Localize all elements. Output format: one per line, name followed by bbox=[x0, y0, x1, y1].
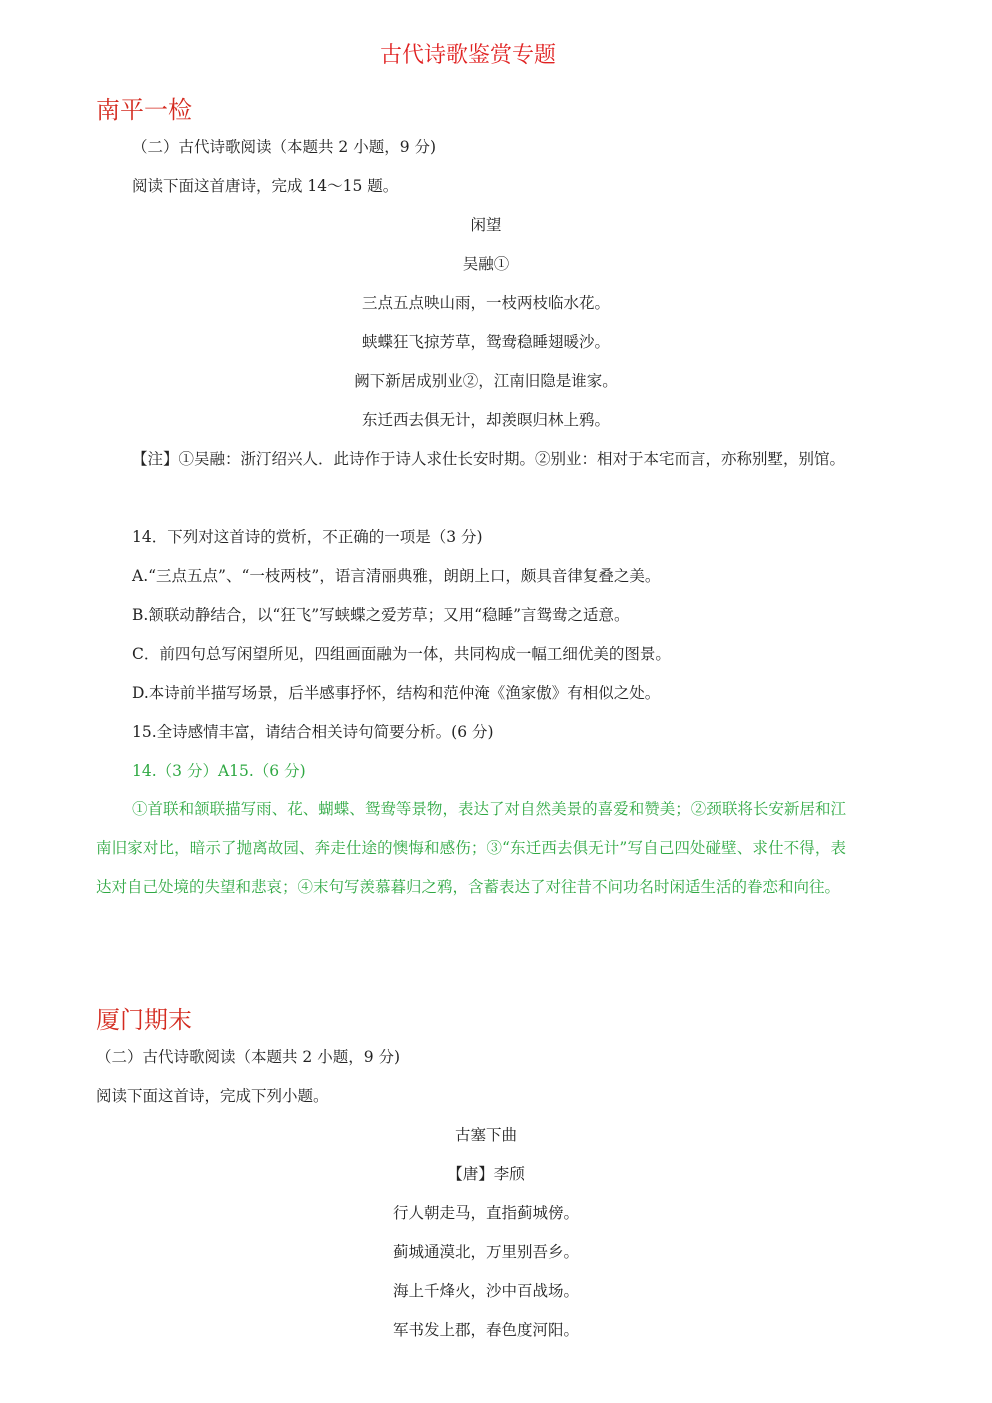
poem-line: 海上千烽火，沙中百战场。 bbox=[392, 1282, 579, 1300]
answer-explanation: ①首联和颔联描写雨、花、蝴蝶、鸳鸯等景物，表达了对自然美景的喜爱和赞美；②颈联将长安新居和江南旧家对比，暗示了抛离故园、奔走仕途的懊悔和感伤；③“东迁西去俱无计”写自己四处碰壁、求仕不得，表达对自己处境的失望和悲哀；④末句写羡慕暮归之鸦，含蓄表达了对往昔不问功名时闲适生活的眷恋和向往。 bbox=[96, 800, 846, 896]
poem-line: 阙下新居成别业②，江南旧隐是谁家。 bbox=[354, 372, 618, 390]
question-15: 15.全诗感情丰富，请结合相关诗句简要分析。(6 分) bbox=[132, 723, 494, 741]
document-title: 古代诗歌鉴赏专题 bbox=[379, 43, 556, 68]
poem-author: 【唐】李颀 bbox=[447, 1165, 525, 1183]
instruction-text: 阅读下面这首诗，完成下列小题。 bbox=[96, 1087, 329, 1105]
poem-note: 【注】①吴融：浙汀绍兴人．此诗作于诗人求仕长安时期。②别业：相对于本宅而言，亦称别墅，别馆。 bbox=[132, 450, 846, 468]
option-c: C．前四句总写闲望所见，四组画面融为一体，共同构成一幅工细优美的图景。 bbox=[132, 645, 671, 663]
poem-title: 古塞下曲 bbox=[454, 1126, 517, 1144]
answer-heading: 14.（3 分）A15.（6 分) bbox=[132, 762, 306, 780]
part-label: （二）古代诗歌阅读（本题共 2 小题，9 分) bbox=[132, 138, 437, 156]
section-heading-xiamen: 厦门期末 bbox=[96, 1006, 192, 1034]
section-heading-nanping: 南平一检 bbox=[96, 96, 192, 124]
option-d: D.本诗前半描写场景，后半感事抒怀，结构和范仲淹《渔家傲》有相似之处。 bbox=[132, 684, 661, 702]
poem-title: 闲望 bbox=[470, 216, 502, 234]
option-a: A.“三点五点”、“一枝两枝”，语言清丽典雅，朗朗上口，颇具音律复叠之美。 bbox=[132, 567, 661, 585]
part-label: （二）古代诗歌阅读（本题共 2 小题，9 分) bbox=[96, 1048, 401, 1066]
poem-line: 三点五点映山雨，一枝两枝临水花。 bbox=[361, 294, 610, 312]
poem-line: 东迁西去俱无计，却羡暝归林上鸦。 bbox=[361, 411, 610, 429]
poem-line: 蛱蝶狂飞掠芳草，鸳鸯稳睡翅暖沙。 bbox=[361, 333, 610, 351]
option-b: B.颔联动静结合，以“狂飞”写蛱蝶之爱芳草；又用“稳睡”言鸳鸯之适意。 bbox=[132, 606, 630, 624]
instruction-text: 阅读下面这首唐诗，完成 14～15 题。 bbox=[132, 177, 399, 195]
poem-author: 吴融① bbox=[462, 255, 510, 273]
poem-line: 军书发上郡，春色度河阳。 bbox=[392, 1321, 579, 1339]
poem-line: 行人朝走马，直指蓟城傍。 bbox=[392, 1204, 579, 1222]
poem-line: 蓟城通漠北，万里别吾乡。 bbox=[392, 1243, 579, 1261]
question-14: 14．下列对这首诗的赏析，不正确的一项是（3 分) bbox=[132, 528, 483, 546]
